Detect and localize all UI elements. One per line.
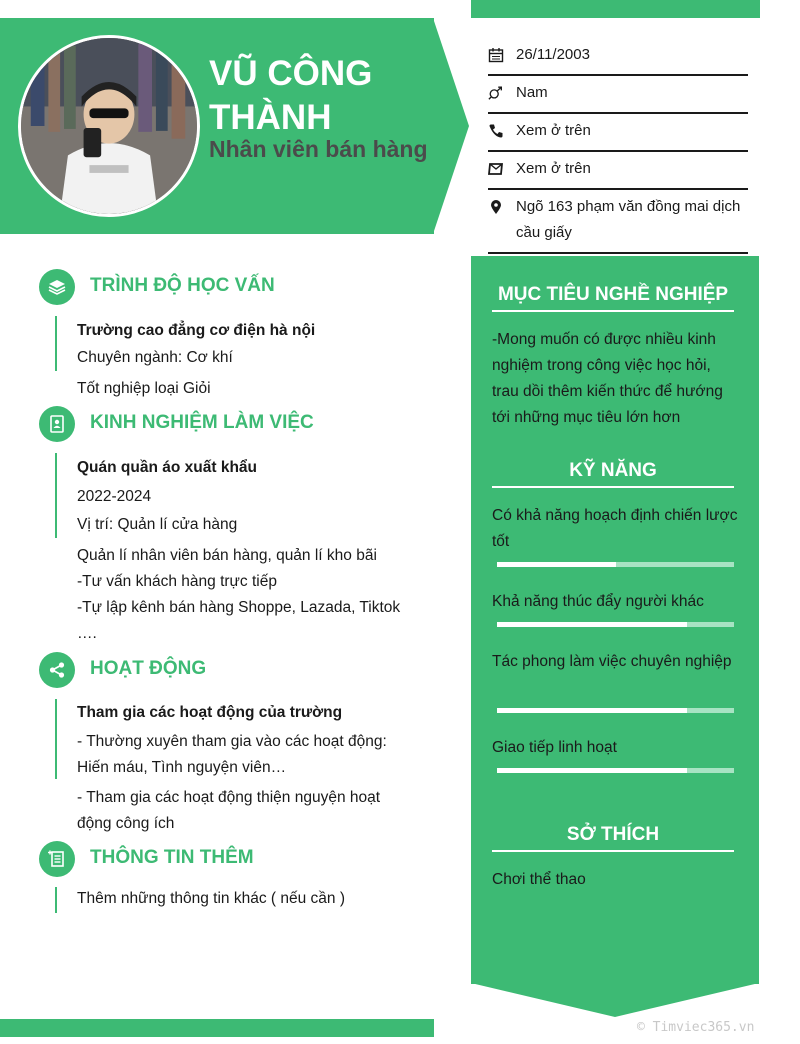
skill-name-2: Khả năng thúc đẩy người khác bbox=[492, 593, 704, 610]
contact-gender-text: Nam bbox=[516, 84, 548, 101]
skill-bar-2 bbox=[497, 622, 734, 627]
education-grade: Tốt nghiệp loại Giỏi bbox=[77, 380, 211, 397]
activities-icon bbox=[39, 652, 75, 688]
bottom-accent-bar bbox=[0, 1019, 434, 1037]
additional-info-icon bbox=[39, 841, 75, 877]
contact-email-text: Xem ở trên bbox=[516, 160, 591, 177]
activities-line bbox=[55, 699, 57, 779]
profile-photo-icon bbox=[21, 38, 197, 214]
contact-email bbox=[488, 152, 748, 190]
contact-birthdate-text: 26/11/2003 bbox=[516, 46, 590, 63]
calendar-icon bbox=[488, 42, 516, 68]
activities-heading: Tham gia các hoạt động của trường bbox=[77, 704, 343, 721]
activities-line-1: - Thường xuyên tham gia vào các hoạt động: Hiến máu, Tình nguyện viên… bbox=[77, 733, 387, 776]
experience-period: 2022-2024 bbox=[77, 488, 152, 505]
experience-company: Quán quần áo xuất khẩu bbox=[77, 459, 257, 476]
experience-title: KINH NGHIỆM LÀM VIỆC bbox=[90, 412, 314, 433]
skill-fill-2 bbox=[497, 622, 687, 627]
skill-name-3: Tác phong làm việc chuyên nghiệp bbox=[492, 653, 732, 670]
contact-address bbox=[488, 190, 748, 254]
email-icon bbox=[488, 156, 516, 182]
objective-title: MỤC TIÊU NGHỀ NGHIỆP bbox=[492, 284, 734, 312]
profile-photo bbox=[18, 35, 200, 217]
contact-address-text: Ngõ 163 phạm văn đồng mai dịch cầu giấy bbox=[516, 198, 741, 241]
skill-name-1: Có khả năng hoạch định chiến lược tốt bbox=[492, 507, 738, 550]
location-icon bbox=[488, 194, 516, 220]
contact-list bbox=[488, 38, 748, 254]
skill-name-4: Giao tiếp linh hoạt bbox=[492, 739, 617, 756]
skill-bar-4 bbox=[497, 768, 734, 773]
experience-description: Quản lí nhân viên bán hàng, quản lí kho bãi -Tư vấn khách hàng trực tiếp -Tự lập kênh bán hàng Shoppe, Lazada, Tiktok …. bbox=[77, 547, 401, 642]
contact-gender bbox=[488, 76, 748, 114]
education-school: Trường cao đẳng cơ điện hà nội bbox=[77, 322, 316, 339]
skills-title: KỸ NĂNG bbox=[492, 460, 734, 488]
contact-birthdate bbox=[488, 38, 748, 76]
contact-phone-text: Xem ở trên bbox=[516, 122, 591, 139]
hobbies-text: Chơi thể thao bbox=[492, 871, 586, 888]
candidate-name: VŨ CÔNG THÀNH bbox=[209, 54, 373, 137]
experience-icon bbox=[39, 406, 75, 442]
activities-title: HOẠT ĐỘNG bbox=[90, 658, 207, 679]
education-icon bbox=[39, 269, 75, 305]
education-line bbox=[55, 316, 57, 371]
additional-info-line bbox=[55, 887, 57, 913]
education-title: TRÌNH ĐỘ HỌC VẤN bbox=[90, 275, 275, 296]
skill-fill-3 bbox=[497, 708, 687, 713]
additional-info-text: Thêm những thông tin khác ( nếu cần ) bbox=[77, 890, 346, 907]
contact-phone bbox=[488, 114, 748, 152]
objective-text: -Mong muốn có được nhiều kinh nghiệm trong công việc học hỏi, trau dồi thêm kiến thức để hướng tới những mục tiêu lớn hơn bbox=[492, 331, 723, 426]
gender-icon bbox=[488, 80, 516, 106]
activities-line-2: - Tham gia các hoạt động thiện nguyện hoạt động công ích bbox=[77, 789, 381, 832]
skill-bar-3 bbox=[497, 708, 734, 713]
additional-info-title: THÔNG TIN THÊM bbox=[90, 847, 254, 868]
sidebar-point bbox=[471, 983, 759, 1017]
education-major: Chuyên ngành: Cơ khí bbox=[77, 349, 233, 366]
skill-fill-4 bbox=[497, 768, 687, 773]
skill-fill-1 bbox=[497, 562, 616, 567]
hobbies-title: SỞ THÍCH bbox=[492, 824, 734, 852]
skill-bar-1 bbox=[497, 562, 734, 567]
phone-icon bbox=[488, 118, 516, 144]
experience-line bbox=[55, 453, 57, 538]
watermark: © Timviec365.vn bbox=[637, 1020, 755, 1035]
experience-position: Vị trí: Quản lí cửa hàng bbox=[77, 516, 238, 533]
top-accent-bar bbox=[471, 0, 760, 18]
candidate-job-title: Nhân viên bán hàng bbox=[209, 136, 428, 162]
